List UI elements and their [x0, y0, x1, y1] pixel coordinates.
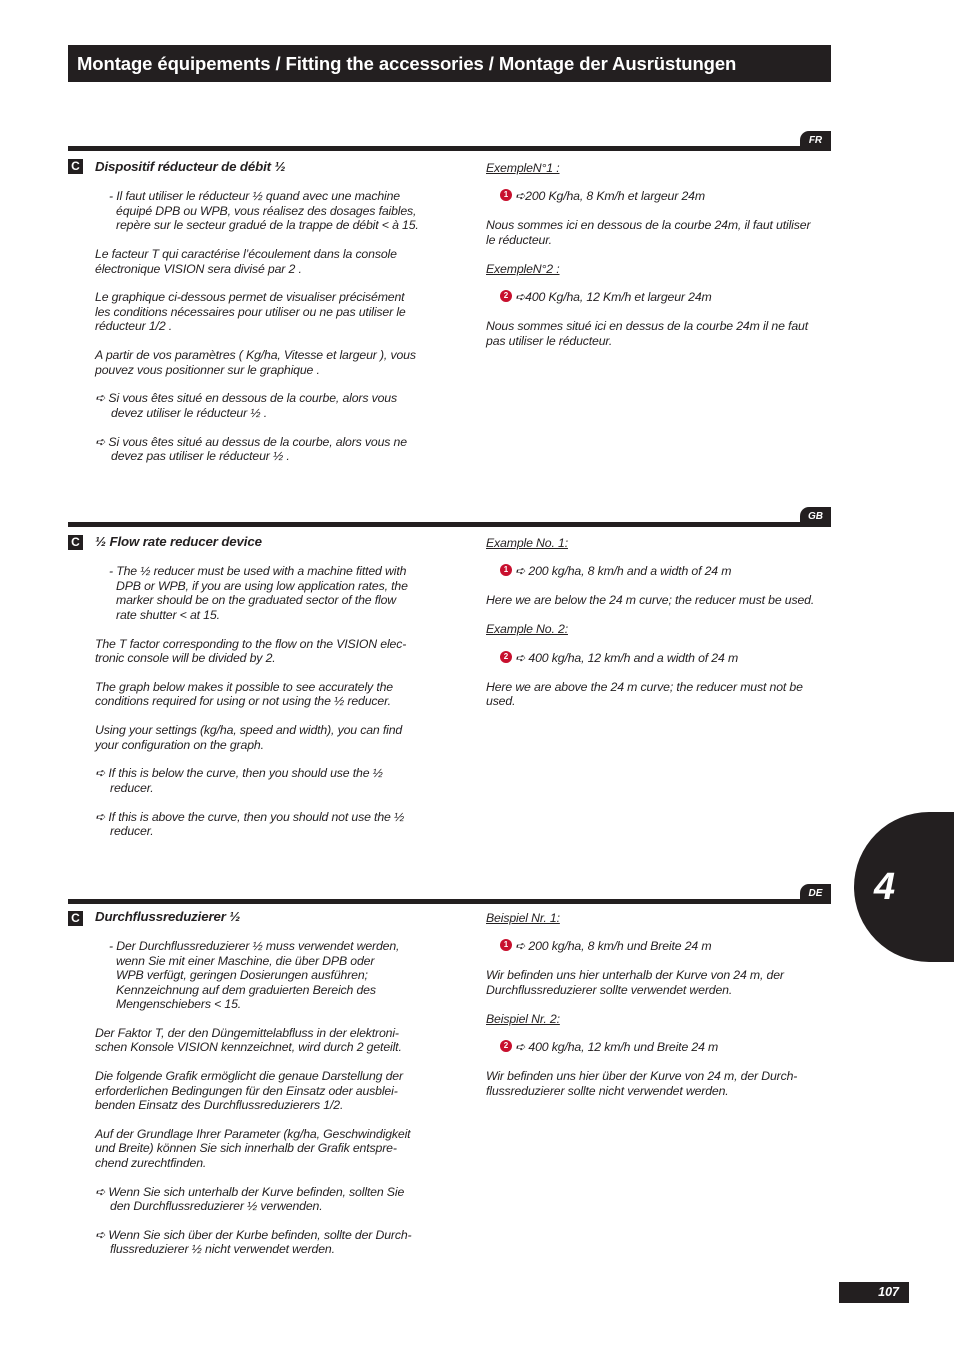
example-label: Example No. 2: — [486, 622, 568, 636]
text-line: wenn Sie mit einer Maschine, die über DPB oder — [116, 954, 375, 968]
text-line: Die folgende Grafik ermöglicht die genaue Darstellung der — [95, 1069, 403, 1083]
text-line: devez pas utiliser le réducteur ½ . — [111, 449, 290, 463]
bullet-line: ➪ If this is above the curve, then you should not use the ½ — [95, 810, 405, 824]
example-text: ➪200 Kg/ha, 8 Km/h et largeur 24m — [515, 189, 705, 203]
bullet-line: ➪ If this is below the curve, then you should use the ½ — [95, 766, 383, 780]
bullet-line: ➪ Si vous êtes situé au dessus de la courbe, alors vous ne — [95, 435, 407, 449]
section-rule-fr — [68, 146, 831, 151]
section-marker-fr: C — [68, 159, 83, 174]
section-rule-gb — [68, 522, 831, 527]
text-line: WPB verfügt, geringen Dosierungen ausführen; — [116, 968, 368, 982]
text-line: tronic console will be divided by 2. — [95, 651, 276, 665]
bullet-line: ➪ Wenn Sie sich über der Kurbe befinden, sollte der Durch- — [95, 1228, 412, 1242]
text-line: flussreduzierer sollte nicht verwendet werden. — [486, 1084, 729, 1098]
bullet-line: ➪ Wenn Sie sich unterhalb der Kurve befinden, sollten Sie — [95, 1185, 405, 1199]
text-line: le réducteur. — [486, 233, 552, 247]
text-line: und Breite) können Sie sich innerhalb der Grafik entspre- — [95, 1141, 397, 1155]
text-line: Le facteur T qui caractérise l’écoulement dans la console — [95, 247, 397, 261]
text-line: les conditions nécessaires pour utiliser ou ne pas utiliser le — [95, 305, 406, 319]
text-line: Mengenschiebers < 15. — [116, 997, 242, 1011]
text-line: benden Einsatz des Durchflussreduzierers 1/2. — [95, 1098, 344, 1112]
text-line: pouvez vous positionner sur le graphique . — [95, 363, 320, 377]
lang-tab-gb: GB — [800, 507, 831, 526]
section-marker-de: C — [68, 911, 83, 926]
text-line: reducer. — [110, 824, 154, 838]
text-line: devez utiliser le réducteur ½ . — [111, 406, 267, 420]
example-number-badge: 2 — [500, 651, 512, 663]
chapter-number: 4 — [874, 866, 896, 908]
text-line: pas utiliser le réducteur. — [486, 334, 613, 348]
example-number-badge: 2 — [500, 290, 512, 302]
example-number-badge: 1 — [500, 564, 512, 576]
example-label: Beispiel Nr. 2: — [486, 1012, 560, 1026]
lang-tab-fr: FR — [800, 131, 831, 150]
section-title-de: Durchflussreduzierer ½ — [95, 909, 241, 924]
example-text: ➪ 400 kg/ha, 12 km/h und Breite 24 m — [515, 1040, 719, 1054]
example-text: ➪400 Kg/ha, 12 Km/h et largeur 24m — [515, 290, 712, 304]
example-text: ➪ 200 kg/ha, 8 km/h and a width of 24 m — [515, 564, 732, 578]
section-rule-de — [68, 899, 831, 904]
text-line: Nous sommes ici en dessous de la courbe 24m, il faut utiliser — [486, 218, 811, 232]
section-title-fr: Dispositif réducteur de débit ½ — [95, 159, 286, 174]
text-line: The graph below makes it possible to see accurately the — [95, 680, 393, 694]
section-marker-gb: C — [68, 535, 83, 550]
text-line: réducteur 1/2 . — [95, 319, 173, 333]
example-number-badge: 1 — [500, 189, 512, 201]
text-line: équipé DPB ou WPB, vous réalisez des dosages faibles, — [116, 204, 417, 218]
page-header: Montage équipements / Fitting the accessories / Montage der Ausrüstungen — [68, 45, 831, 82]
text-line: Auf der Grundlage Ihrer Parameter (kg/ha, Geschwindigkeit — [95, 1127, 411, 1141]
text-line: Le graphique ci-dessous permet de visualiser précisément — [95, 290, 405, 304]
text-line: The T factor corresponding to the flow on the VISION elec- — [95, 637, 407, 651]
text-line: used. — [486, 694, 516, 708]
text-line: Der Faktor T, der den Düngemittelabfluss in der elektroni- — [95, 1026, 399, 1040]
example-number-badge: 2 — [500, 1040, 512, 1052]
text-line: - Der Durchflussreduzierer ½ muss verwendet werden, — [109, 939, 400, 953]
text-line: rate shutter < at 15. — [116, 608, 220, 622]
text-line: den Durchflussreduzierer ½ verwenden. — [110, 1199, 323, 1213]
section-title-gb: ½ Flow rate reducer device — [95, 534, 262, 549]
example-text: ➪ 400 kg/ha, 12 km/h and a width of 24 m — [515, 651, 739, 665]
text-line: repère sur le secteur gradué de la trappe de débit < à 15. — [116, 218, 419, 232]
example-text: ➪ 200 kg/ha, 8 km/h und Breite 24 m — [515, 939, 712, 953]
text-line: chend zurechtfinden. — [95, 1156, 207, 1170]
text-line: Here we are below the 24 m curve; the reducer must be used. — [486, 593, 815, 607]
text-line: Wir befinden uns hier unterhalb der Kurve von 24 m, der — [486, 968, 784, 982]
text-line: reducer. — [110, 781, 154, 795]
text-line: Here we are above the 24 m curve; the reducer must not be — [486, 680, 803, 694]
text-line: - Il faut utiliser le réducteur ½ quand avec une machine — [109, 189, 400, 203]
text-line: erforderlichen Bedingungen für den Einsatz oder ausblei- — [95, 1084, 398, 1098]
example-number-badge: 1 — [500, 939, 512, 951]
text-line: Durchflussreduzierer sollte verwendet werden. — [486, 983, 733, 997]
bullet-line: ➪ Si vous êtes situé en dessous de la courbe, alors vous — [95, 391, 397, 405]
example-label: Beispiel Nr. 1: — [486, 911, 560, 925]
text-line: flussreduzierer ½ nicht verwendet werden. — [110, 1242, 335, 1256]
example-label: Example No. 1: — [486, 536, 568, 550]
text-line: Using your settings (kg/ha, speed and width), you can find — [95, 723, 403, 737]
lang-tab-de: DE — [800, 884, 831, 903]
text-line: A partir de vos paramètres ( Kg/ha, Vitesse et largeur ), vous — [95, 348, 416, 362]
example-label: ExempleN°1 : — [486, 161, 560, 175]
text-line: DPB or WPB, if you are using low application rates, the — [116, 579, 408, 593]
text-line: - The ½ reducer must be used with a machine fitted with — [109, 564, 407, 578]
text-line: Kennzeichnung auf dem graduierten Bereich des — [116, 983, 376, 997]
text-line: conditions required for using or not using the ½ reducer. — [95, 694, 391, 708]
text-line: Nous sommes situé ici en dessus de la courbe 24m il ne faut — [486, 319, 808, 333]
text-line: électronique VISION sera divisé par 2 . — [95, 262, 302, 276]
text-line: schen Konsole VISION kennzeichnet, wird durch 2 geteilt. — [95, 1040, 402, 1054]
text-line: your configuration on the graph. — [95, 738, 264, 752]
text-line: Wir befinden uns hier über der Kurve von 24 m, der Durch- — [486, 1069, 798, 1083]
page-number: 107 — [839, 1282, 909, 1303]
chapter-tab — [854, 812, 954, 962]
example-label: ExempleN°2 : — [486, 262, 560, 276]
text-line: marker should be on the graduated sector of the flow — [116, 593, 396, 607]
